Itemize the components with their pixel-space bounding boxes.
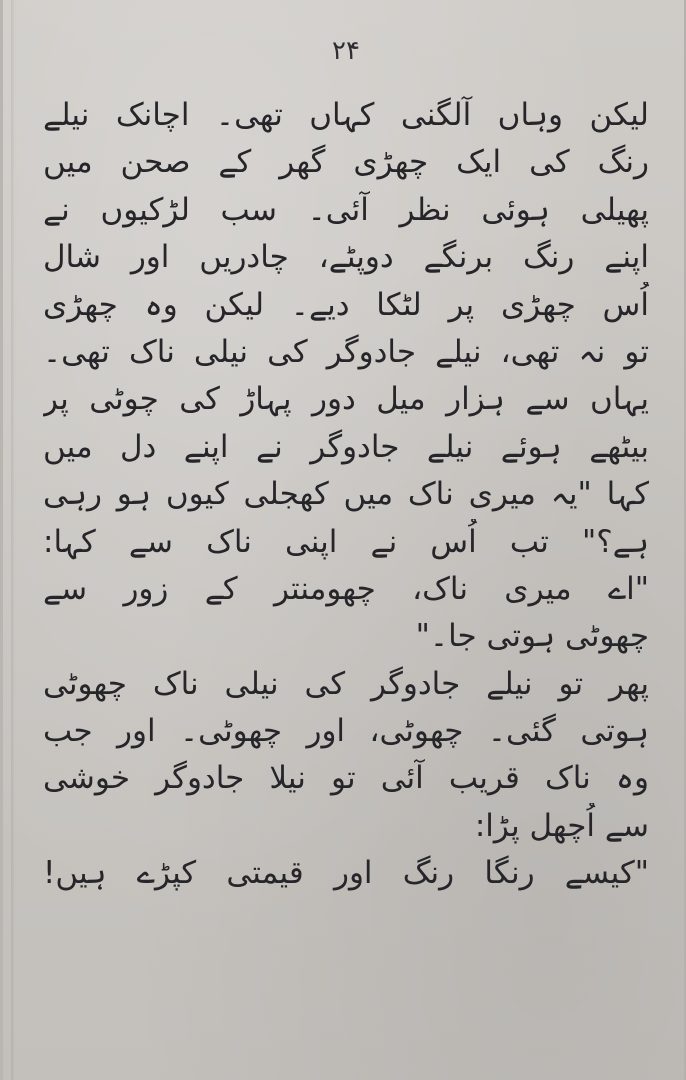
text-line: "اے میری ناک، چھومنتر کے زور سے bbox=[43, 570, 649, 607]
page-fold-shadow bbox=[11, 0, 15, 1080]
text-line: "کیسے رنگا رنگ اور قیمتی کپڑے ہیں! bbox=[43, 855, 649, 892]
text-line: اُس چھڑی پر لٹکا دیے۔ لیکن وہ چھڑی bbox=[43, 286, 649, 323]
text-line: تو نہ تھی، نیلے جادوگر کی نیلی ناک تھی۔ bbox=[43, 333, 649, 370]
text-line: اپنے رنگ برنگے دوپٹے، چادریں اور شال bbox=[43, 239, 649, 276]
text-line: وہ ناک قریب آئی تو نیلا جادوگر خوشی bbox=[43, 760, 649, 797]
urdu-text-block bbox=[43, 92, 649, 898]
page-number: ۲۴ bbox=[332, 36, 360, 66]
text-line: بیٹھے ہوئے نیلے جادوگر نے اپنے دل میں bbox=[43, 428, 649, 465]
text-line: پھر تو نیلے جادوگر کی نیلی ناک چھوٹی bbox=[43, 665, 649, 702]
text-line: ہے؟" تب اُس نے اپنی ناک سے کہا: bbox=[43, 523, 649, 560]
text-line: پھیلی ہوئی نظر آئی۔ سب لڑکیوں نے bbox=[43, 191, 649, 228]
text-line: ہوتی گئی۔ چھوٹی، اور چھوٹی۔ اور جب bbox=[43, 713, 649, 750]
text-line: یہاں سے ہزار میل دور پہاڑ کی چوٹی پر bbox=[43, 381, 649, 418]
text-line: سے اُچھل پڑا: bbox=[474, 807, 649, 844]
text-line: کہا "یہ میری ناک میں کھجلی کیوں ہو رہی bbox=[43, 476, 649, 513]
text-line: چھوٹی ہوتی جا۔" bbox=[415, 618, 649, 655]
text-line: رنگ کی ایک چھڑی گھر کے صحن میں bbox=[43, 144, 649, 181]
text-line: لیکن وہاں آلگنی کہاں تھی۔ اچانک نیلے bbox=[43, 97, 649, 133]
